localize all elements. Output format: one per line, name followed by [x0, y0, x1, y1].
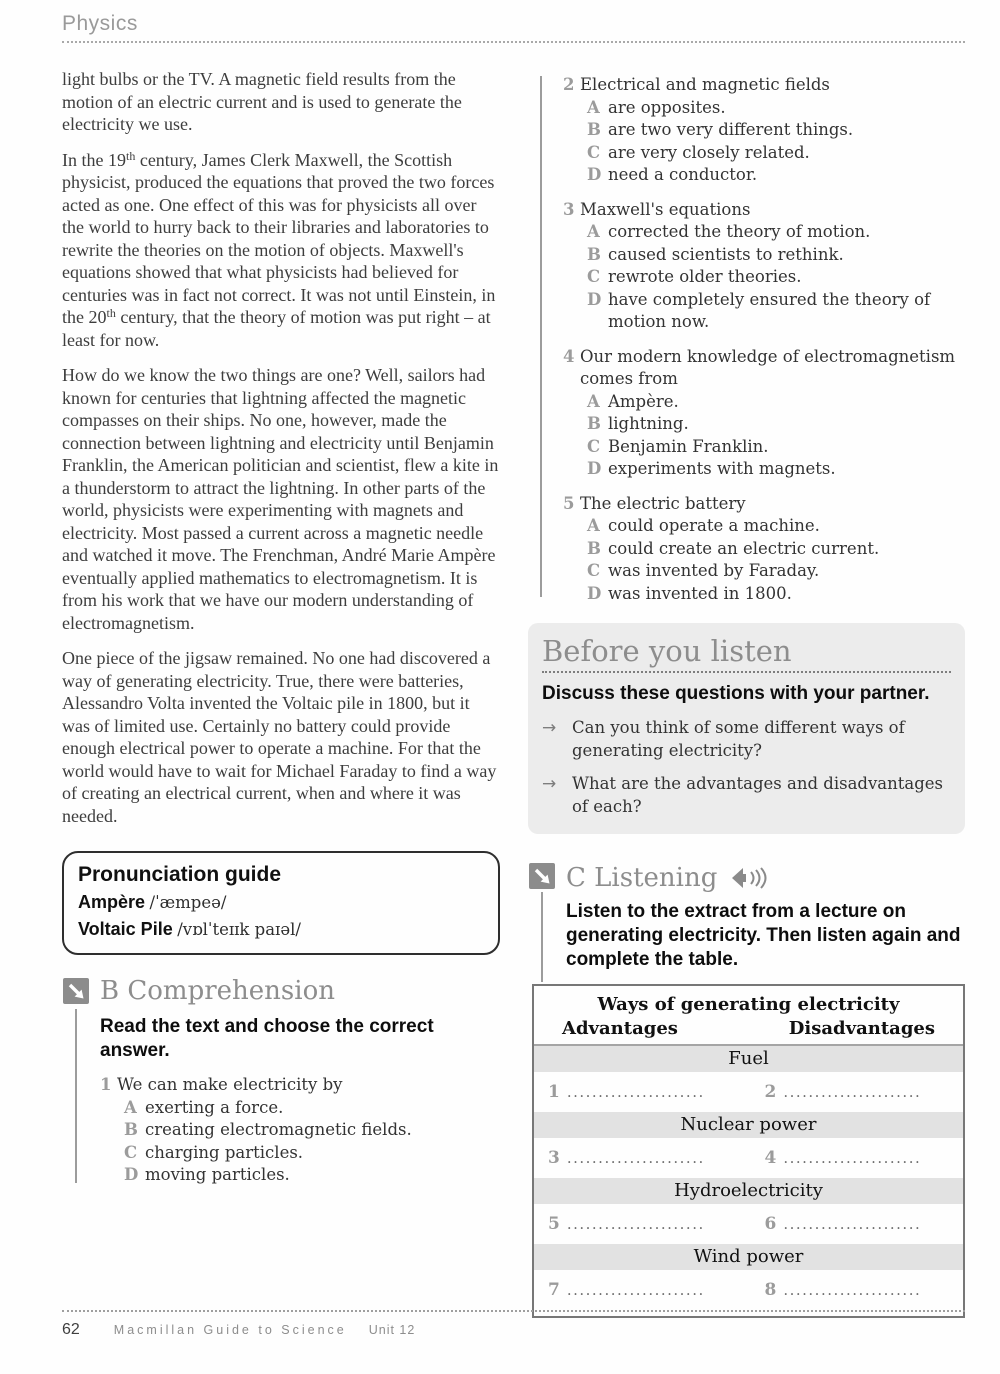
diagonal-arrow-icon: [62, 977, 90, 1010]
option-text: creating electromagnetic fields.: [145, 1120, 412, 1139]
speaker-icon: [729, 865, 771, 891]
dotted-blank-line: ......................: [566, 1215, 705, 1233]
option-text: exerting a force.: [145, 1097, 284, 1117]
dotted-blank-line: ......................: [783, 1149, 922, 1167]
option-letter: C: [587, 436, 601, 456]
option-letter: D: [587, 583, 602, 603]
answer-blank-cell: [534, 1148, 747, 1168]
page-number: 62: [62, 1321, 80, 1338]
pronunciation-guide-title: Pronunciation guide: [78, 863, 281, 886]
discussion-question: What are the advantages and disadvantages of each?: [572, 774, 944, 816]
listening-section: [528, 862, 965, 1318]
option: [587, 538, 965, 561]
option: [587, 583, 965, 606]
option-letter: B: [587, 414, 601, 433]
listening-instruction: Listen to the extract from a lecture on generating electricity. Then listen again and complete the table.: [566, 901, 961, 970]
questions-2-5-block: [540, 74, 965, 605]
question-1-block: [100, 1074, 500, 1187]
table-row: [534, 1270, 963, 1310]
option: [587, 391, 965, 414]
question: [563, 199, 965, 334]
option-letter: A: [587, 222, 600, 241]
option-letter: A: [587, 391, 600, 411]
option-text: are very closely related.: [608, 142, 810, 162]
table-body: [534, 1046, 963, 1316]
option-letter: B: [587, 538, 601, 558]
question: [100, 1074, 500, 1187]
pronunciation-ipa: /vɒlˈteɪɪk paɪəl/: [177, 920, 301, 939]
passage-paragraph-2: [62, 149, 500, 352]
before-you-listen-box: [528, 623, 965, 834]
question-stem: Electrical and magnetic fields: [580, 75, 830, 94]
before-you-listen-instruction: Discuss these questions with your partner.: [542, 683, 930, 704]
blank-number: 1: [548, 1082, 560, 1102]
option-letter: A: [587, 516, 600, 535]
option: [587, 119, 965, 142]
option: [587, 560, 965, 583]
reading-passage: [62, 68, 500, 827]
discussion-question: Can you think of some different ways of generating electricity?: [572, 718, 905, 760]
listening-section-label: C Listening: [566, 863, 718, 893]
blank-number: 6: [764, 1214, 777, 1234]
question-stem: Maxwell's equations: [580, 199, 751, 219]
comprehension-section-title: B Comprehension: [100, 976, 335, 1006]
option-text: need a conductor.: [608, 165, 758, 184]
option-letter: D: [587, 289, 602, 309]
comprehension-section: [62, 975, 500, 1187]
pronunciation-ipa: /ˈæmpeə/: [149, 893, 227, 912]
pronunciation-word: Ampère: [78, 892, 146, 912]
dotted-blank-line: ......................: [783, 1083, 922, 1101]
option: [587, 289, 965, 334]
option-text: was invented by Faraday.: [608, 561, 820, 580]
options: [587, 515, 965, 605]
option-text: have completely ensured the theory of motion now.: [608, 289, 931, 331]
option-text: could operate a machine.: [608, 516, 820, 535]
page-header: [62, 12, 965, 43]
table-header-row: [534, 1017, 963, 1044]
table-title: Ways of generating electricity: [597, 994, 900, 1015]
arrow-bullet-icon: →: [542, 718, 557, 738]
option: [587, 458, 965, 481]
option-letter: B: [124, 1120, 138, 1139]
option: [587, 164, 965, 187]
option: [587, 142, 965, 165]
question-number: 5: [563, 493, 575, 513]
option-text: Ampère.: [608, 391, 679, 411]
dotted-blank-line: ......................: [566, 1083, 705, 1101]
table-category-wind-power: Wind power: [534, 1244, 963, 1270]
option: [587, 515, 965, 538]
option-text: are two very different things.: [608, 120, 854, 139]
option-letter: B: [587, 244, 601, 264]
answer-blank-cell: [747, 1082, 964, 1102]
answer-blank-cell: [534, 1214, 747, 1234]
blank-number: 4: [764, 1148, 777, 1168]
option: [124, 1097, 500, 1120]
question: [563, 346, 965, 481]
option-text: caused scientists to rethink.: [608, 244, 844, 264]
table-row: [534, 1138, 963, 1178]
question-number: 3: [563, 199, 575, 219]
option: [587, 436, 965, 459]
pronunciation-entry: [78, 916, 480, 943]
blank-number: 5: [548, 1214, 560, 1234]
option-text: charging particles.: [145, 1142, 304, 1162]
passage-paragraph-1: light bulbs or the TV. A magnetic field results from the motion of an electric current and is used to generate the electricity we use.: [62, 69, 462, 134]
option: [124, 1142, 500, 1165]
option: [124, 1164, 500, 1187]
option-text: was invented in 1800.: [608, 583, 792, 603]
option-letter: D: [124, 1165, 139, 1184]
questions-rule: [540, 76, 542, 597]
table-category-fuel: Fuel: [534, 1046, 963, 1072]
option-text: corrected the theory of motion.: [608, 222, 871, 241]
option: [587, 244, 965, 267]
table-category-hydroelectricity: Hydroelectricity: [534, 1178, 963, 1204]
option-letter: C: [587, 142, 601, 162]
answer-blank-cell: [747, 1148, 964, 1168]
answer-blank-cell: [747, 1280, 964, 1300]
question: [563, 493, 965, 606]
option: [587, 413, 965, 436]
passage-text: century, James Clerk Maxwell, the Scottish physicist, produced the equations that proved the two forces acted as one. One effect of this was for physicists all over the world to hurry back to their libraries and laboratories to rewrite the theories on the motion of objects. Maxwell's equations showed that what physicists had believed for centuries was in fact not correct. It was not until Einstein, in the 20: [62, 149, 496, 327]
listening-table: [532, 984, 965, 1318]
section-rule: [541, 892, 543, 982]
question-number: 1: [100, 1075, 112, 1094]
table-row: [534, 1072, 963, 1112]
left-column: [62, 68, 500, 1187]
dotted-blank-line: ......................: [783, 1215, 922, 1233]
book-title: Macmillan Guide to Science: [113, 1323, 347, 1337]
passage-paragraph-4: One piece of the jigsaw remained. No one had discovered a way of generating electricity. True, there were batteries, Alessandro Volta invented the Voltaic pile in 1800, but it was of limited use. Certainly no battery could provide enough electrical power to operate a machine. For that the world would have to wait for Michael Faraday to find a way of creating an electrical current, when and where it was needed.: [62, 648, 497, 826]
blank-number: 3: [548, 1148, 560, 1168]
arrow-bullet-icon: →: [542, 774, 557, 794]
answer-blank-cell: [534, 1280, 747, 1300]
option-letter: B: [587, 120, 601, 139]
dotted-blank-line: ......................: [566, 1281, 705, 1299]
superscript-th: th: [106, 306, 116, 320]
table-category-nuclear-power: Nuclear power: [534, 1112, 963, 1138]
question-number: 4: [563, 346, 575, 366]
unit-label: Unit 12: [368, 1323, 416, 1337]
dotted-blank-line: ......................: [566, 1149, 705, 1167]
page-footer: [62, 1310, 965, 1339]
option: [587, 221, 965, 244]
table-header-advantages: Advantages: [562, 1018, 678, 1039]
pronunciation-entry: [78, 889, 480, 916]
comprehension-instruction: Read the text and choose the correct answer.: [100, 1016, 434, 1061]
option-text: experiments with magnets.: [608, 459, 836, 478]
option: [587, 97, 965, 120]
right-column: [528, 74, 965, 1318]
question-number: 2: [563, 75, 575, 94]
pronunciation-guide-box: [62, 851, 500, 955]
question: [563, 74, 965, 187]
question-stem: Our modern knowledge of electromagnetism comes from: [580, 346, 956, 388]
answer-blank-cell: [747, 1214, 964, 1234]
blank-number: 7: [548, 1280, 560, 1300]
passage-text: century, that the theory of motion was put right – at least for now.: [62, 307, 491, 350]
option-letter: C: [124, 1142, 138, 1162]
diagonal-arrow-icon: [528, 862, 556, 895]
answer-blank-cell: [534, 1082, 747, 1102]
options: [124, 1097, 500, 1187]
option-letter: A: [124, 1097, 137, 1117]
option-text: are opposites.: [608, 97, 726, 117]
discussion-item: [542, 773, 951, 818]
listening-section-title: [566, 862, 965, 894]
passage-paragraph-3: How do we know the two things are one? Well, sailors had known for centuries that lightning affected the magnetic compasses on their ships. No one, however, made the connection between lightning and electricity until Benjamin Franklin, the American politician and scientist, flew a kite in a thunderstorm to attract the lightning. In other parts of the world, physicists were experimenting with magnets and electricity. Most passed a current across a magnetic needle and watched it move. The Frenchman, André Marie Ampère eventually applied mathematics to electromagnetism. It is from his work that we have our modern understanding of electromagnetism.: [62, 365, 499, 633]
table-row: [534, 1204, 963, 1244]
option-letter: D: [587, 459, 602, 478]
options: [587, 391, 965, 481]
option-text: rewrote older theories.: [608, 267, 802, 286]
option-text: Benjamin Franklin.: [608, 436, 769, 456]
option: [587, 266, 965, 289]
blank-number: 8: [764, 1280, 777, 1300]
superscript-th: th: [125, 148, 136, 163]
pronunciation-word: Voltaic Pile: [78, 919, 173, 939]
table-header-disadvantages: Disadvantages: [788, 1018, 935, 1039]
question-stem: We can make electricity by: [117, 1075, 343, 1094]
options: [587, 97, 965, 187]
option-letter: C: [587, 561, 601, 580]
option-text: lightning.: [608, 414, 689, 433]
option: [124, 1119, 500, 1142]
before-you-listen-title: Before you listen: [542, 633, 951, 673]
options: [587, 221, 965, 334]
option-text: moving particles.: [145, 1165, 290, 1184]
option-text: could create an electric current.: [608, 538, 880, 558]
section-rule: [75, 1009, 77, 1183]
page-header-title: Physics: [62, 12, 138, 35]
blank-number: 2: [764, 1082, 777, 1102]
passage-text: In the 19: [62, 149, 126, 170]
discussion-item: [542, 717, 951, 762]
question-stem: The electric battery: [580, 493, 746, 513]
option-letter: D: [587, 165, 602, 184]
option-letter: C: [587, 267, 601, 286]
option-letter: A: [587, 97, 600, 117]
dotted-blank-line: ......................: [783, 1281, 922, 1299]
